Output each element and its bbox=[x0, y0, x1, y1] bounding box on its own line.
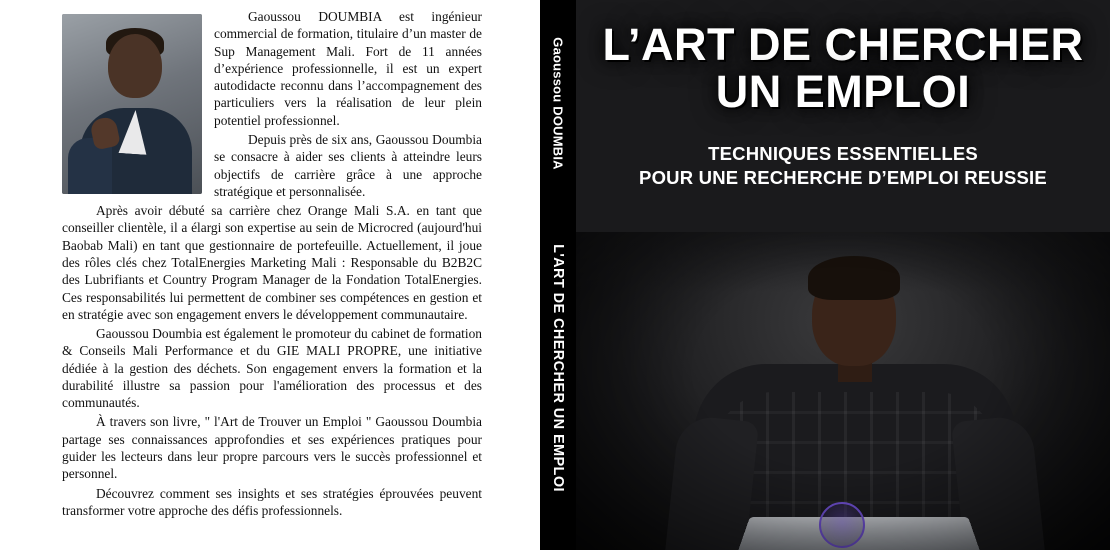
book-title-line-2: UN EMPLOI bbox=[715, 65, 971, 117]
photo-head-shape bbox=[108, 34, 162, 98]
author-photo bbox=[62, 14, 202, 194]
subject-hair-shape bbox=[808, 256, 900, 300]
book-title bbox=[602, 19, 1084, 117]
bio-paragraph-5: À travers son livre, " l'Art de Trouver un Emploi " Gaoussou Doumbia partage ses connaissances approfondies et ses expériences pratiques pour guider les lecteurs dans leur propre parcours vers le succès professionnel et personnel. bbox=[62, 414, 482, 482]
bio-paragraph-2: Depuis près de six ans, Gaoussou Doumbia se consacre à aider ses clients à atteindre leurs objectifs de carrière grâce à une approche stratégique et personnalisée. bbox=[214, 131, 482, 199]
book-subtitle bbox=[602, 142, 1084, 192]
front-cover-panel bbox=[576, 0, 1110, 550]
back-cover-panel bbox=[0, 0, 540, 550]
spine-book-title: L'ART DE CHERCHER UN EMPLOI bbox=[550, 244, 566, 492]
book-spine bbox=[540, 0, 576, 550]
bio-paragraph-1: Gaoussou DOUMBIA est ingénieur commercial de formation, titulaire d’un master de Sup Management Mali. Fort de 11 années d’expérience professionnelle, il est un expert autodidacte reconnu dans l’accompagnement des particuliers vers la réalisation de leur plein potentiel professionnel. bbox=[214, 9, 482, 128]
bio-paragraph-6: Découvrez comment ses insights et ses stratégies éprouvées peuvent transformer votre approche des défis professionnels. bbox=[62, 485, 482, 518]
book-subtitle-line-1: TECHNIQUES ESSENTIELLES bbox=[708, 142, 978, 164]
book-title-line-1: L’ART DE CHERCHER bbox=[602, 19, 1084, 70]
book-subtitle-line-2: POUR UNE RECHERCHE D’EMPLOI REUSSIE bbox=[639, 167, 1047, 189]
bio-paragraph-4: Gaoussou Doumbia est également le promoteur du cabinet de formation & Conseils Mali Performance et du GIE MALI PROPRE, une initiative dédiée à la gestion des déchets. Son engagement envers la formation et la durabilité illustre sa passion pour l'amélioration des processus et des communautés. bbox=[62, 326, 482, 411]
front-cover-text-block bbox=[576, 0, 1110, 232]
spine-author-name: Gaoussou DOUMBIA bbox=[550, 37, 566, 170]
front-cover-photo bbox=[576, 222, 1110, 550]
publisher-logo bbox=[819, 502, 865, 548]
bio-paragraph-3: Après avoir débuté sa carrière chez Orange Mali S.A. en tant que conseiller clientèle, il a élargi son expertise au sein de Microcred (aujourd'hui Baobab Mali) en tant que gestionnaire de portefeuille. Actuellement, il joue des rôles clés chez TotalEnergies Marketing Mali : Responsable du B2B2C des Lubrifiants et Country Program Manager de la Fondation TotalEnergies. Ces responsabilités lui permettent de combiner ses compétences en gestion et en stratégie avec son engagement envers le développement communautaire. bbox=[62, 203, 482, 322]
